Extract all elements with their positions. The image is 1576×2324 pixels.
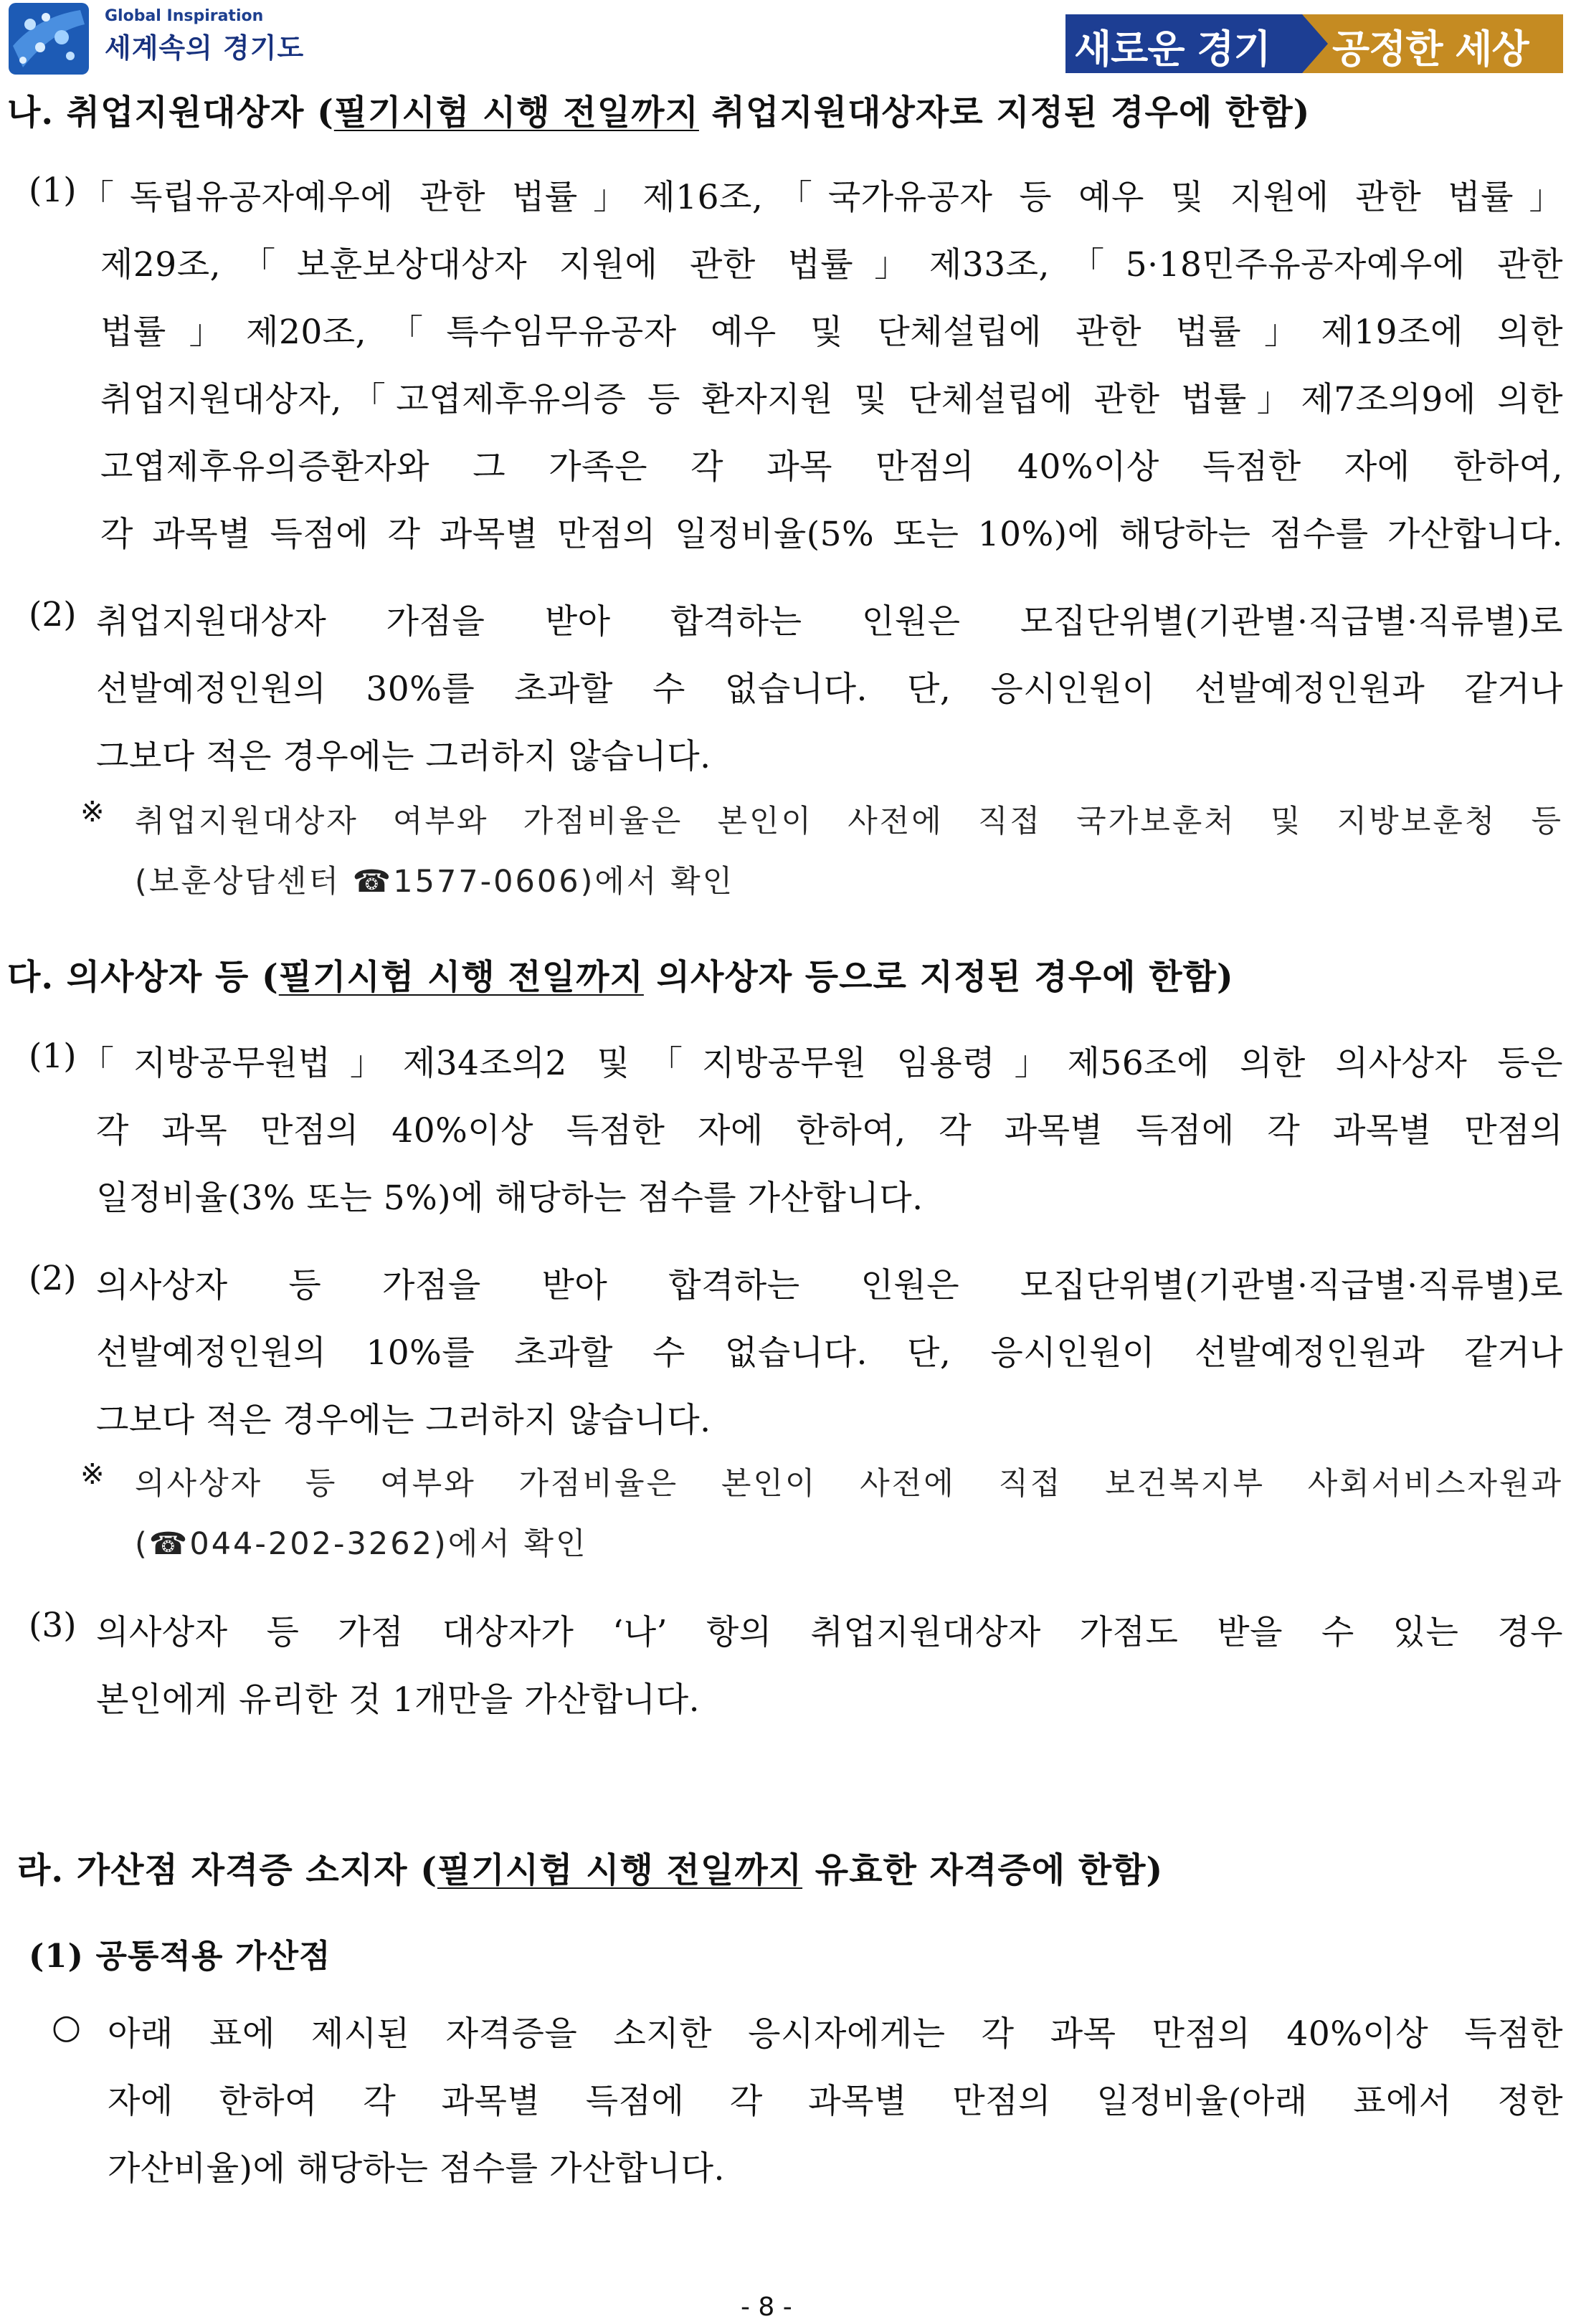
paragraph-line: 의사상자 등 가점을 받아 합격하는 인원은 모집단위별(기관별·직급별·직류별)로: [96, 1266, 1563, 1305]
paragraph-line: 아래 표에 제시된 자격증을 소지한 응시자에게는 각 과목 만점의 40%이상 득점한: [108, 2014, 1563, 2054]
section-title-na: 나. 취업지원대상자 (필기시험 시행 전일까지 취업지원대상자로 지정된 경우에 한함): [7, 92, 1311, 133]
item-number: (2): [29, 595, 77, 634]
item-number: (1): [29, 171, 77, 210]
slogan-banner: [1065, 14, 1563, 73]
note-line: 의사상자 등 여부와 가점비율은 본인이 사전에 직접 보건복지부 사회서비스자원과: [135, 1466, 1563, 1502]
paragraph-line: 그보다 적은 경우에는 그러하지 않습니다.: [96, 1401, 711, 1440]
slogan-right-text: 공정한 세상: [1332, 27, 1529, 72]
paragraph-line: 고엽제후유의증환자와 그 가족은 각 과목 만점의 40%이상 득점한 자에 한하여,: [100, 447, 1563, 487]
section-title-ra: 라. 가산점 자격증 소지자 (필기시험 시행 전일까지 유효한 자격증에 한함): [17, 1850, 1164, 1890]
note-line: 취업지원대상자 여부와 가점비율은 본인이 사전에 직접 국가보훈처 및 지방보훈청 등: [135, 804, 1563, 839]
paragraph-line: 제29조,「보훈보상대상자 지원에 관한 법률」제33조,「5·18민주유공자예우에 관한: [100, 245, 1563, 285]
paragraph-line: 선발예정인원의 30%를 초과할 수 없습니다. 단, 응시인원이 선발예정인원과 같거나: [96, 670, 1563, 709]
item-number: (2): [29, 1259, 77, 1298]
paragraph-line: 본인에게 유리한 것 1개만을 가산합니다.: [96, 1680, 701, 1720]
paragraph-line: 자에 한하여 각 과목별 득점에 각 과목별 만점의 일정비율(아래 표에서 정한: [108, 2082, 1563, 2121]
paragraph-line: 가산비율)에 해당하는 점수를 가산합니다.: [108, 2149, 725, 2189]
paragraph-line: 각 과목별 득점에 각 과목별 만점의 일정비율(5% 또는 10%)에 해당하는 점수를 가산합니다.: [100, 515, 1563, 554]
note-line: (보훈상담센터 ☎1577-0606)에서 확인: [135, 864, 735, 900]
slogan-left-text: 새로운 경기: [1074, 27, 1271, 72]
section-title-da-underlined: 필기시험 시행 전일까지: [278, 957, 644, 997]
paragraph-line: 취업지원대상자 가점을 받아 합격하는 인원은 모집단위별(기관별·직급별·직류별)로: [96, 602, 1563, 642]
section-title-da: 다. 의사상자 등 (필기시험 시행 전일까지 의사상자 등으로 지정된 경우에 한함): [7, 957, 1234, 997]
page-number: - 8 -: [741, 2292, 792, 2322]
paragraph-line: 그보다 적은 경우에는 그러하지 않습니다.: [96, 737, 711, 776]
section-title-na-underlined: 필기시험 시행 전일까지: [333, 92, 699, 133]
paragraph-line: 의사상자 등 가점 대상자가 ‘나’ 항의 취업지원대상자 가점도 받을 수 있는 경우: [96, 1613, 1563, 1652]
paragraph-line: 「독립유공자예우에 관한 법률」제16조,「국가유공자 등 예우 및 지원에 관한 법률」: [80, 178, 1563, 217]
subsection-title: (1) 공통적용 가산점: [29, 1937, 331, 1975]
paragraph-line: 「지방공무원법」제34조의2 및「지방공무원 임용령」제56조에 의한 의사상자 등은: [80, 1044, 1563, 1083]
paragraph-line: 일정비율(3% 또는 5%)에 해당하는 점수를 가산합니다.: [96, 1178, 924, 1218]
item-number: (1): [29, 1037, 77, 1076]
paragraph-line: 취업지원대상자,「고엽제후유의증 등 환자지원 및 단체설립에 관한 법률」제7조의9에 의한: [100, 380, 1563, 419]
logo-text-korean: 세계속의 경기도: [105, 32, 305, 64]
paragraph-line: 선발예정인원의 10%를 초과할 수 없습니다. 단, 응시인원이 선발예정인원과 같거나: [96, 1333, 1563, 1373]
note-mark: ※: [80, 796, 105, 829]
paragraph-line: 법률」제20조,「특수임무유공자 예우 및 단체설립에 관한 법률」제19조에 의한: [100, 313, 1563, 352]
note-line: (☎044-202-3262)에서 확인: [135, 1526, 588, 1562]
paragraph-line: 각 과목 만점의 40%이상 득점한 자에 한하여, 각 과목별 득점에 각 과목별 만점의: [96, 1111, 1563, 1151]
gyeonggi-logo-icon: [9, 3, 89, 75]
note-mark: ※: [80, 1458, 105, 1491]
logo-text-english: Global Inspiration: [105, 7, 264, 25]
item-number: (3): [29, 1606, 77, 1645]
bullet-mark: ○: [52, 2007, 82, 2047]
section-title-ra-underlined: 필기시험 시행 전일까지: [437, 1850, 803, 1890]
